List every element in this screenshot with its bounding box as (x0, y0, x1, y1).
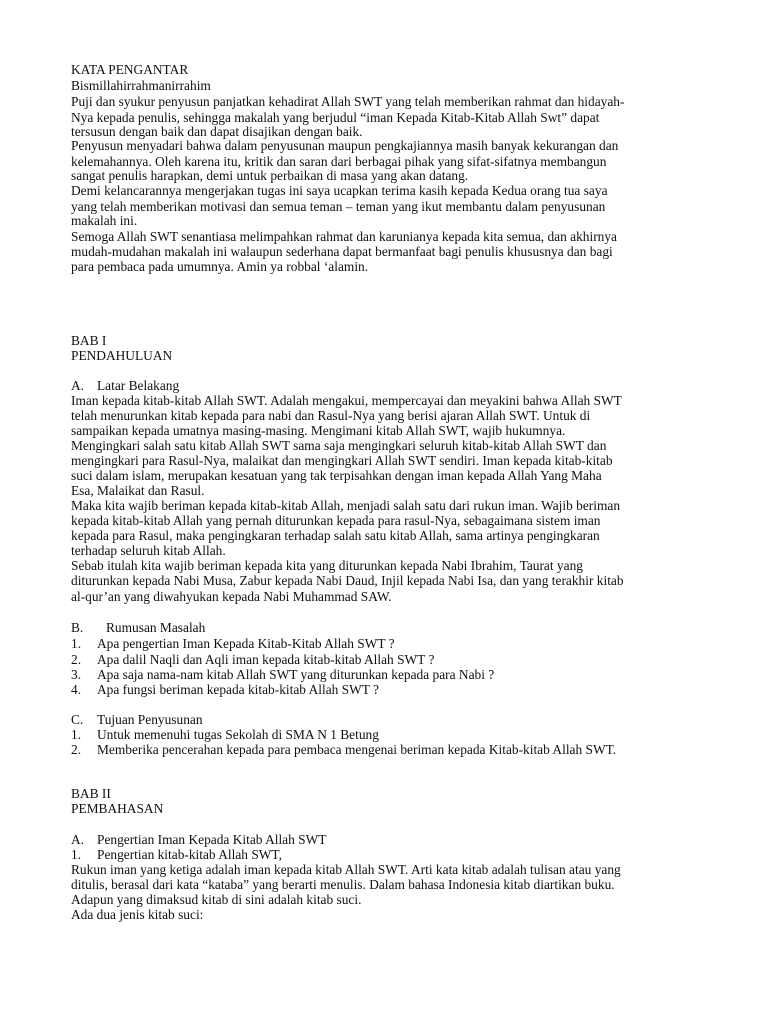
list-item: Apa fungsi beriman kepada kitab-kitab Allah SWT ? (97, 682, 379, 697)
paragraph-line: Ada dua jenis kitab suci: (71, 907, 204, 922)
paragraph-line: Maka kita wajib beriman kepada kitab-kitab Allah, menjadi salah satu dari rukun iman. Wajib beriman (71, 498, 621, 513)
paragraph-line: Nya kepada penulis, sehingga makalah yang berjudul “iman Kepada Kitab-Kitab Allah Swt” dapat (71, 110, 600, 125)
list-number: 2. (71, 742, 82, 757)
chapter-heading-bab-2: BAB II (71, 786, 111, 801)
list-number: 1. (71, 636, 82, 651)
subsection-number: 1. (71, 847, 82, 862)
paragraph-line: kelemahannya. Oleh karena itu, kritik dan saran dari berbagai pihak yang sifat-sifatnya membangun (71, 154, 607, 169)
paragraph-line: al-qur’an yang diwahyukan kepada Nabi Muhammad SAW. (71, 589, 392, 604)
paragraph-line: Sebab itulah kita wajib beriman kepada kita yang diturunkan kepada Nabi Ibrahim, Taurat yang (71, 558, 583, 573)
paragraph-line: Semoga Allah SWT senantiasa melimpahkan rahmat dan karunianya kepada kita semua, dan akhirnya (71, 229, 617, 244)
paragraph-line: Esa, Malaikat dan Rasul. (71, 483, 205, 498)
paragraph-line: ditulis, berasal dari kata “kataba” yang berarti menulis. Dalam bahasa Indonesia kitab diartikan buku. (71, 877, 615, 892)
list-item: Apa dalil Naqli dan Aqli iman kepada kitab-kitab Allah SWT ? (97, 652, 435, 667)
paragraph-line: suci dalam islam, merupakan kesatuan yang tak terpisahkan dengan iman kepada Allah Yang Maha (71, 468, 602, 483)
list-item: Memberika pencerahan kepada para pembaca mengenai beriman kepada Kitab-kitab Allah SWT. (97, 742, 617, 757)
paragraph-line: Mengingkari salah satu kitab Allah SWT sama saja mengingkari seluruh kitab-kitab Allah SWT dan (71, 438, 607, 453)
section-number: A. (71, 832, 85, 847)
paragraph-line: tersusun dengan baik dan dapat disajikan dengan baik. (71, 124, 363, 139)
subsection-title: Pengertian kitab-kitab Allah SWT, (97, 847, 282, 862)
paragraph-line: makalah ini. (71, 213, 138, 228)
list-item: Untuk memenuhi tugas Sekolah di SMA N 1 Betung (97, 727, 379, 742)
paragraph-line: telah menurunkan kitab kepada para nabi dan Rasul-Nya yang berisi ajaran Allah SWT. Untuk di (71, 408, 591, 423)
paragraph-line: Rukun iman yang ketiga adalah iman kepada kitab Allah SWT. Arti kata kitab adalah tulisan atau yang (71, 862, 621, 877)
paragraph-line: Puji dan syukur penyusun panjatkan kehadirat Allah SWT yang telah memberikan rahmat dan hidayah- (71, 94, 625, 109)
paragraph-line: sangat penulis harapkan, demi untuk perbaikan di masa yang akan datang. (71, 168, 469, 183)
paragraph-line: terhadap seluruh kitab Allah. (71, 543, 226, 558)
paragraph-line: Demi kelancarannya mengerjakan tugas ini saya ucapkan terima kasih kepada Kedua orang tua saya (71, 183, 608, 198)
list-number: 2. (71, 652, 82, 667)
section-title-kata-pengantar: KATA PENGANTAR (71, 62, 189, 77)
paragraph-line: Iman kepada kitab-kitab Allah SWT. Adalah mengakui, mempercayai dan meyakini bahwa Allah SWT (71, 393, 622, 408)
section-title-rumusan-masalah: Rumusan Masalah (106, 620, 206, 635)
paragraph-line: mudah-mudahan makalah ini walaupun sederhana dapat bermanfaat bagi penulis khususnya dan bagi (71, 244, 613, 259)
section-number: B. (71, 620, 84, 635)
list-number: 4. (71, 682, 82, 697)
paragraph-line: sampaikan kepada umatnya masing-masing. Mengimani kitab Allah SWT, wajib hukumnya. (71, 423, 566, 438)
paragraph-line: kepada kitab-kitab Allah yang pernah diturunkan kepada para rasul-Nya, sebagaimana sistem iman (71, 513, 601, 528)
list-item: Apa pengertian Iman Kepada Kitab-Kitab Allah SWT ? (97, 636, 395, 651)
list-number: 1. (71, 727, 82, 742)
paragraph-line: diturunkan kepada Nabi Musa, Zabur kepada Nabi Daud, Injil kepada Nabi Isa, dan yang terakhir kitab (71, 573, 624, 588)
paragraph-line: Penyusun menyadari bahwa dalam penyusunan maupun pengkajiannya masih banyak kekurangan dan (71, 138, 619, 153)
paragraph-line: Bismillahirrahmanirrahim (71, 78, 211, 93)
paragraph-line: Adapun yang dimaksud kitab di sini adalah kitab suci. (71, 892, 362, 907)
chapter-title-pembahasan: PEMBAHASAN (71, 801, 164, 816)
list-number: 3. (71, 667, 82, 682)
section-title-pengertian-iman: Pengertian Iman Kepada Kitab Allah SWT (97, 832, 327, 847)
section-number: A. (71, 378, 85, 393)
chapter-heading-bab-1: BAB I (71, 333, 107, 348)
section-title-tujuan-penyusunan: Tujuan Penyusunan (97, 712, 203, 727)
paragraph-line: kepada para Rasul, maka pengingkaran terhadap salah satu kitab Allah, sama artinya pengingkaran (71, 528, 600, 543)
paragraph-line: yang telah memberikan motivasi dan semua teman – teman yang ikut membantu dalam penyusunan (71, 199, 606, 214)
section-number: C. (71, 712, 84, 727)
chapter-title-pendahuluan: PENDAHULUAN (71, 348, 173, 363)
list-item: Apa saja nama-nam kitab Allah SWT yang diturunkan kepada para Nabi ? (97, 667, 495, 682)
paragraph-line: mengingkari para Rasul-Nya, malaikat dan mengingkari Allah SWT sendiri. Iman kepada kitab-kitab (71, 453, 613, 468)
paragraph-line: para pembaca pada umumnya. Amin ya robbal ‘alamin. (71, 259, 369, 274)
section-title-latar-belakang: Latar Belakang (97, 378, 180, 393)
